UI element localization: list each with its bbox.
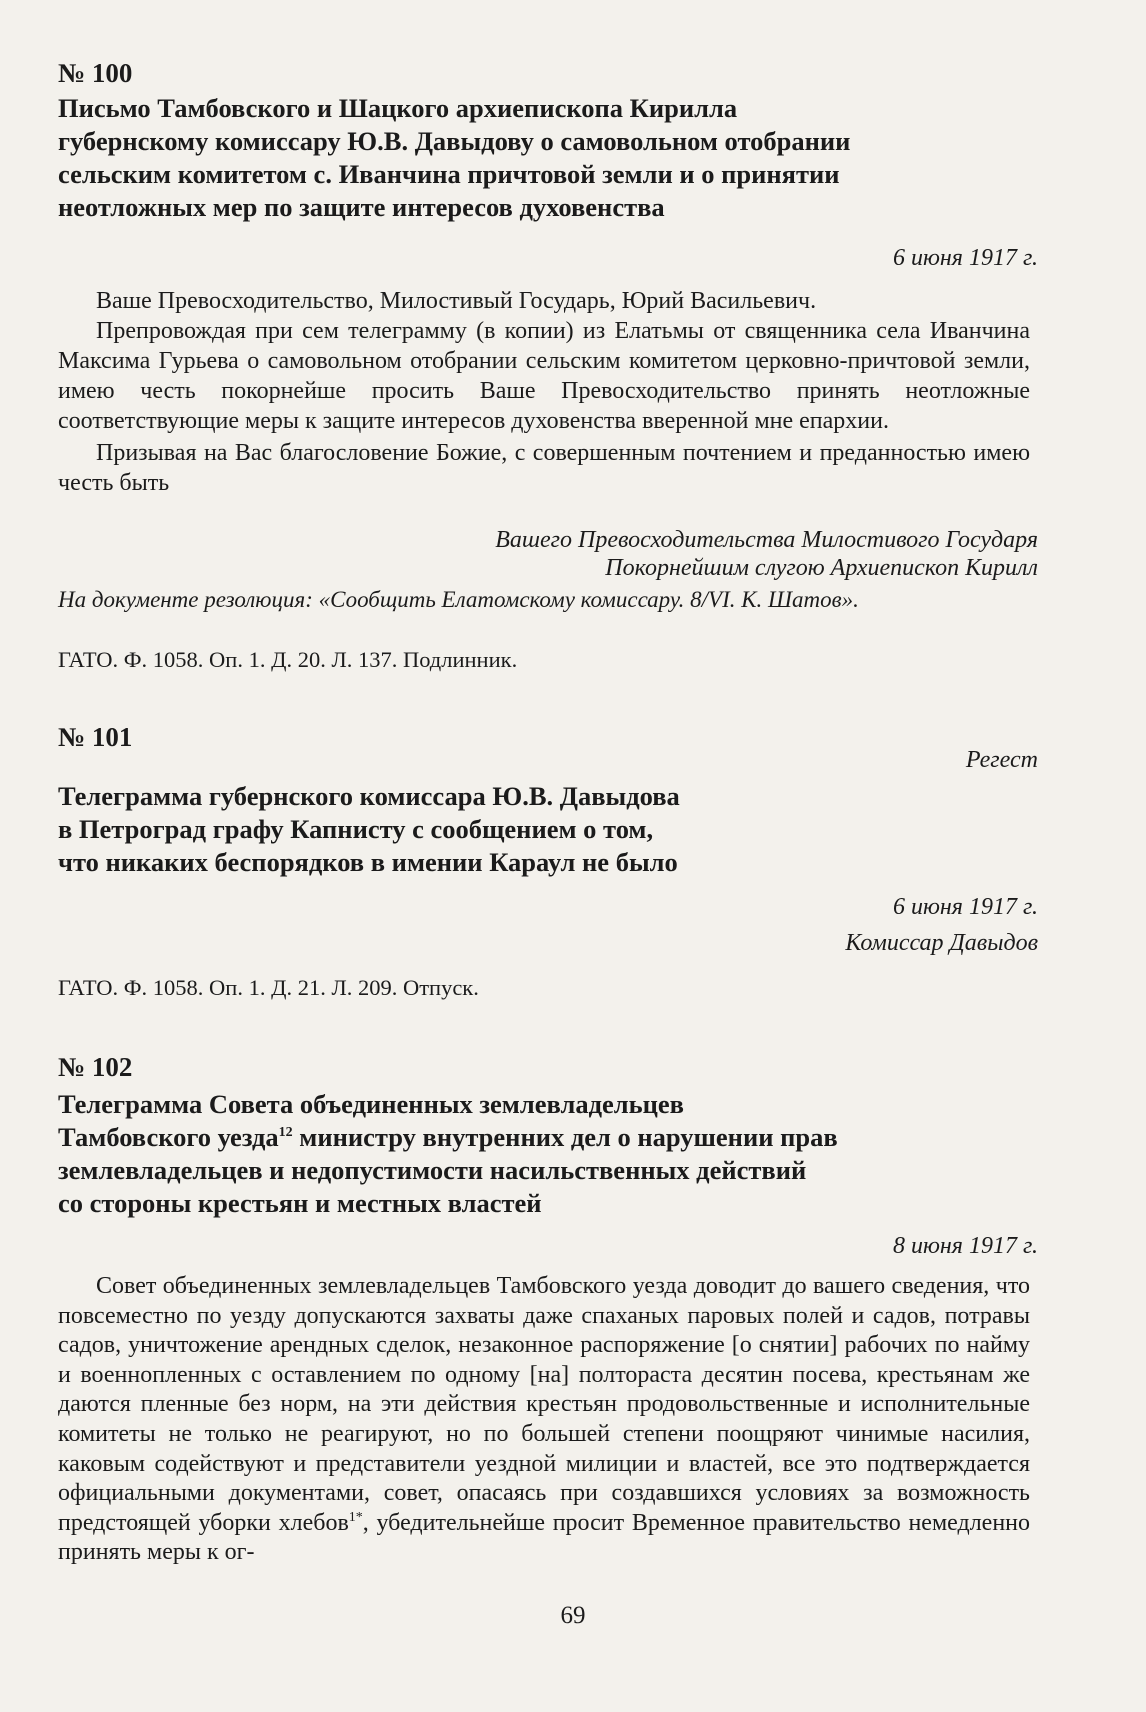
doc-101-signature: Комиссар Давыдов: [845, 930, 1038, 956]
doc-100-body: [58, 286, 1030, 498]
doc-102-title-line: Телеграмма Совета объединенных землевладельцев: [58, 1089, 684, 1119]
doc-102-title-text: Тамбовского уезда: [58, 1122, 279, 1152]
doc-102-text: Совет объединенных землевладельцев Тамбовского уезда доводит до вашего сведения, что повсеместно по уезду допускаются захваты даже спаханых паровых полей и садов, потравы садов, уничтожение арендных сделок, незаконное распоряжение [о снятии] рабочих по найму и военнопленных с оставлением по одному [на] полтораста десятин посева, крестьянам же даются пленные без норм, на эти действия крестьян продовольственные и исполнительные комитеты не только не реагируют, но по большей степени поощряют чинимые насилия, каковым содействуют и представители уездной милиции и властей, все это подтверждается официальными документами, совет, опасаясь при создавшихся условиях за возможность предстоящей уборки хлебов: [58, 1273, 1030, 1536]
doc-102-text: , убедительнейше просит Временное правительство немедленно принять меры к ог-: [58, 1509, 1031, 1566]
doc-100-number: № 100: [58, 58, 133, 88]
doc-100-paragraph: Препровождая при сем телеграмму (в копии) из Елатьмы от священника села Иванчина Максима Гурьева о самовольном отобрании сельским комитетом церковно-причтовой земли, имею честь покорнейше просить Ваше Превосходительство принять неотложные соответствующие меры к защите интересов духовенства вверенной мне епархии.: [58, 318, 1030, 434]
doc-101-date: 6 июня 1917 г.: [892, 894, 1038, 920]
doc-101-number: № 101: [58, 722, 133, 752]
doc-101-title-line: Телеграмма губернского комиссара Ю.В. Давыдова: [58, 781, 680, 811]
doc-102-title-line: со стороны крестьян и местных властей: [58, 1188, 542, 1218]
doc-100-source: ГАТО. Ф. 1058. Оп. 1. Д. 20. Л. 137. Подлинник.: [58, 647, 518, 672]
page-number: 69: [560, 1602, 586, 1629]
doc-100-paragraph: Ваше Превосходительство, Милостивый Государь, Юрий Васильевич.: [96, 288, 817, 314]
doc-100-title-line: неотложных мер по защите интересов духовенства: [58, 192, 665, 222]
doc-102-title-footnote: 12: [278, 1125, 293, 1141]
doc-101-regest-label: Регест: [965, 747, 1038, 773]
doc-102-paragraph: [58, 1272, 1030, 1568]
doc-101-title: [58, 780, 1048, 879]
doc-100-signature-line: Покорнейшим слугою Архиепископ Кирилл: [605, 555, 1038, 581]
doc-101-title-line: в Петроград графу Капнисту с сообщением о том,: [58, 814, 654, 844]
doc-100-title-line: губернскому комиссару Ю.В. Давыдову о самовольном отобрании: [58, 126, 851, 156]
doc-100-title-line: сельским комитетом с. Иванчина причтовой земли и о принятии: [58, 159, 840, 189]
doc-100-date: 6 июня 1917 г.: [892, 245, 1038, 271]
doc-100-paragraph: Призывая на Вас благословение Божие, с совершенным почтением и преданностью имею честь быть: [58, 440, 1030, 496]
doc-100-resolution: На документе резолюция: «Сообщить Елатомскому комиссару. 8/VI. К. Шатов».: [58, 587, 859, 612]
doc-101-title-line: что никаких беспорядков в имении Караул не было: [58, 847, 678, 877]
doc-102-footnote-mark: 1*: [348, 1509, 363, 1525]
doc-102-title-line: [58, 1121, 1048, 1154]
doc-100-title: [58, 92, 1048, 224]
doc-102-number: № 102: [58, 1052, 133, 1082]
doc-102-date: 8 июня 1917 г.: [892, 1233, 1038, 1259]
doc-100-signature-line: Вашего Превосходительства Милостивого Государя: [495, 527, 1038, 553]
doc-102-title-text: министру внутренних дел о нарушении прав: [292, 1122, 838, 1152]
doc-102-title-line: землевладельцев и недопустимости насильственных действий: [58, 1155, 807, 1185]
doc-102-title: [58, 1088, 1048, 1220]
doc-100-title-line: Письмо Тамбовского и Шацкого архиепископа Кирилла: [58, 93, 738, 123]
doc-101-source: ГАТО. Ф. 1058. Оп. 1. Д. 21. Л. 209. Отпуск.: [58, 975, 479, 1000]
doc-102-body: [58, 1272, 1030, 1568]
